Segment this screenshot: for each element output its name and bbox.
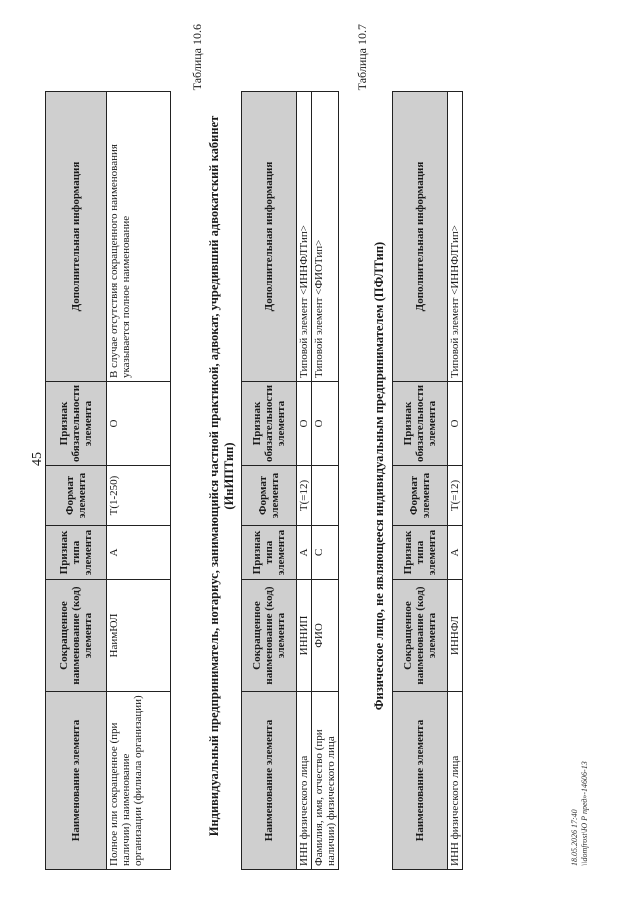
header-name: Наименование элемента: [46, 692, 107, 870]
cell-name: ИНН физического лица: [448, 692, 463, 870]
cell-code: НаимЮЛ: [107, 580, 171, 692]
cell-info: Типовой элемент <ИННФЛТип>: [297, 92, 312, 382]
header-required: Признак обязательности элемента: [46, 382, 107, 466]
cell-type: А: [107, 526, 171, 580]
cell-name: ИНН физического лица: [297, 692, 312, 870]
cell-name: Фамилия, имя, отчество (при наличии) физического лица: [312, 692, 339, 870]
table-row: [312, 92, 339, 870]
cell-required: О: [448, 382, 463, 466]
header-code: Сокращенное наименование (код) элемента: [46, 580, 107, 692]
table-header-row: [393, 92, 448, 870]
header-code: Сокращенное наименование (код) элемента: [393, 580, 448, 692]
print-stamp-path: \\domfrost\Ю Р пред»-14606-13: [580, 761, 589, 866]
table-continuation: [45, 91, 171, 870]
cell-code: ФИО: [312, 580, 339, 692]
table-10-6-caption: Таблица 10.6: [190, 24, 204, 91]
cell-info: Типовой элемент <ИННФЛТип>: [448, 92, 463, 382]
cell-format: [312, 466, 339, 526]
page-number: 45: [30, 452, 45, 466]
header-required: Признак обязательности элемента: [393, 382, 448, 466]
header-type: Признак типа элемента: [46, 526, 107, 580]
cell-type: А: [297, 526, 312, 580]
cell-code: ИННИП: [297, 580, 312, 692]
header-info: Дополнительная информация: [46, 92, 107, 382]
table-row: [297, 92, 312, 870]
cell-format: T(1-250): [107, 466, 171, 526]
cell-type: С: [312, 526, 339, 580]
table-header-row: [242, 92, 297, 870]
table-10-7-caption: Таблица 10.7: [355, 24, 369, 91]
table-10-6-title: Индивидуальный предприниматель, нотариус, занимающийся частной практикой, адвокат, учредивший адвокатский кабинет (ИнИПТип): [207, 115, 236, 837]
cell-code: ИННФЛ: [448, 580, 463, 692]
cell-required: О: [297, 382, 312, 466]
cell-name: Полное или сокращенное (при наличии) наименование организации (филиала организации): [107, 692, 171, 870]
cell-info: В случае отсутствия сокращенного наименования указывается полное наименование: [107, 92, 171, 382]
table-10-7: [392, 91, 463, 870]
table-row: [107, 92, 171, 870]
cell-required: О: [107, 382, 171, 466]
print-stamp: [570, 761, 590, 866]
cell-format: T(=12): [448, 466, 463, 526]
header-code: Сокращенное наименование (код) элемента: [242, 580, 297, 692]
header-name: Наименование элемента: [393, 692, 448, 870]
table-row: [448, 92, 463, 870]
header-format: Формат элемента: [242, 466, 297, 526]
header-name: Наименование элемента: [242, 692, 297, 870]
cell-format: T(=12): [297, 466, 312, 526]
print-stamp-date: 18.05.2026 17:40: [570, 809, 579, 866]
table-10-6: [241, 91, 339, 870]
header-required: Признак обязательности элемента: [242, 382, 297, 466]
header-info: Дополнительная информация: [393, 92, 448, 382]
header-format: Формат элемента: [46, 466, 107, 526]
header-type: Признак типа элемента: [242, 526, 297, 580]
header-format: Формат элемента: [393, 466, 448, 526]
table-header-row: [46, 92, 107, 870]
cell-required: О: [312, 382, 339, 466]
cell-type: А: [448, 526, 463, 580]
cell-info: Типовой элемент <ФИОТип>: [312, 92, 339, 382]
table-10-7-title: Физическое лицо, не являющееся индивидуальным предпринимателем (ПФЛТип): [372, 241, 386, 711]
header-type: Признак типа элемента: [393, 526, 448, 580]
header-info: Дополнительная информация: [242, 92, 297, 382]
